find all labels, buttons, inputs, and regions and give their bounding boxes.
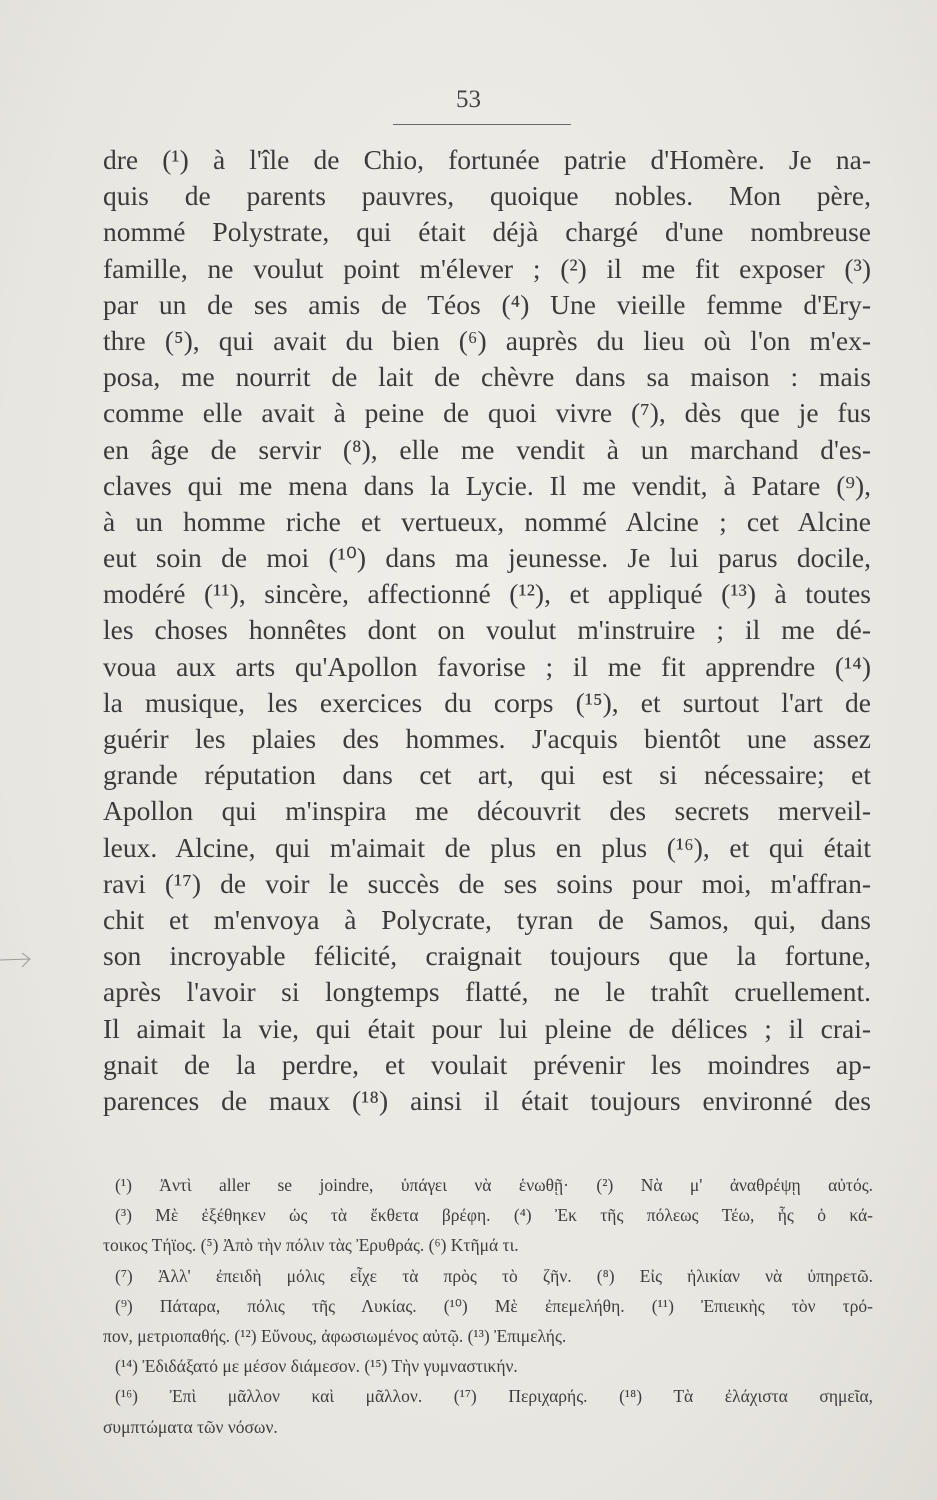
- footnotes: [103, 1170, 873, 1442]
- footnote-line: (¹⁶) Ἐπὶ μᾶλλον καὶ μᾶλλον. (¹⁷) Περιχαρής. (¹⁸) Τὰ ἐλάχιστα σημεῖα,: [115, 1386, 873, 1407]
- body-line: quis de parents pauvres, quoique nobles. Mon père,: [103, 180, 871, 212]
- body-line: chit et m'envoya à Polycrate, tyran de Samos, qui, dans: [103, 903, 871, 935]
- body-line: eut soin de moi (¹⁰) dans ma jeunesse. Je lui parus docile,: [103, 542, 871, 574]
- footnote-line: τοικος Τήϊος. (⁵) Ἀπὸ τὴν πόλιν τὰς Ἐρυθράς. (⁶) Κτῆμά τι.: [103, 1235, 519, 1256]
- body-line: comme elle avait à peine de quoi vivre (⁷), dès que je fus: [103, 397, 871, 429]
- footnote-line: (⁹) Πάταρα, πόλις τῆς Λυκίας. (¹⁰) Μὲ ἐπεμελήθη. (¹¹) Ἐπιεικὴς τὸν τρό-: [115, 1295, 873, 1316]
- body-line: ravi (¹⁷) de voir le succès de ses soins pour moi, m'affran-: [103, 867, 871, 899]
- margin-tick-mark: [0, 945, 38, 975]
- body-line: grande réputation dans cet art, qui est si nécessaire; et: [103, 759, 871, 791]
- body-line: gnait de la perdre, et voulait prévenir les moindres ap-: [103, 1048, 871, 1080]
- body-text: [103, 142, 871, 1119]
- body-line: Apollon qui m'inspira me découvrit des secrets merveil-: [103, 795, 871, 827]
- body-line: son incroyable félicité, craignait toujours que la fortune,: [103, 940, 871, 972]
- body-line: leux. Alcine, qui m'aimait de plus en plus (¹⁶), et qui était: [103, 831, 871, 863]
- footnote-line: (⁷) Ἀλλ' ἐπειδὴ μόλις εἶχε τὰ πρὸς τὸ ζῆν. (⁸) Εἰς ἡλικίαν νὰ ὑπηρετῶ.: [115, 1265, 873, 1286]
- body-line: thre (⁵), qui avait du bien (⁶) auprès du lieu où l'on m'ex-: [103, 324, 871, 356]
- body-line: par un de ses amis de Téos (⁴) Une vieille femme d'Ery-: [103, 288, 871, 320]
- body-line: la musique, les exercices du corps (¹⁵), et surtout l'art de: [103, 686, 871, 718]
- footnote-line: (¹⁴) Ἐδιδάξατό με μέσον διάμεσον. (¹⁵) Τὴν γυμναστικήν.: [115, 1356, 518, 1377]
- body-line: modéré (¹¹), sincère, affectionné (¹²), et appliqué (¹³) à toutes: [103, 578, 871, 610]
- footnote-line: (¹) Ἀντὶ aller se joindre, ὑπάγει νὰ ἑνωθῇ· (²) Νὰ μ' ἀναθρέψῃ αὐτός.: [115, 1175, 873, 1195]
- body-line: nommé Polystrate, qui était déjà chargé d'une nombreuse: [103, 216, 871, 248]
- page-number: 53: [456, 86, 481, 113]
- header-rule: [393, 124, 571, 125]
- body-line: parences de maux (¹⁸) ainsi il était toujours environné des: [103, 1084, 871, 1116]
- body-line: famille, ne voulut point m'élever ; (²) il me fit exposer (³): [103, 252, 871, 284]
- body-line: posa, me nourrit de lait de chèvre dans sa maison : mais: [103, 361, 871, 393]
- body-line: voua aux arts qu'Apollon favorise ; il me fit apprendre (¹⁴): [103, 650, 871, 682]
- footnote-line: πον, μετριοπαθής. (¹²) Εὔνους, ἀφωσιωμένος αὐτῷ. (¹³) Ἐπιμελής.: [103, 1325, 567, 1346]
- footnote-line: συμπτώματα τῶν νόσων.: [103, 1416, 278, 1437]
- body-line: en âge de servir (⁸), elle me vendit à un marchand d'es-: [103, 433, 871, 465]
- body-line: guérir les plaies des hommes. J'acquis bientôt une assez: [103, 723, 871, 754]
- body-line: claves qui me mena dans la Lycie. Il me vendit, à Patare (⁹),: [103, 469, 871, 501]
- body-line: les choses honnêtes dont on voulut m'instruire ; il me dé-: [103, 614, 871, 646]
- body-line: dre (¹) à l'île de Chio, fortunée patrie d'Homère. Je na-: [103, 144, 871, 175]
- body-line: Il aimait la vie, qui était pour lui pleine de délices ; il crai-: [103, 1012, 871, 1044]
- body-line: après l'avoir si longtemps flatté, ne le trahît cruellement.: [103, 976, 871, 1008]
- footnote-line: (³) Μὲ ἐξέθηκεν ὡς τὰ ἔκθετα βρέφη. (⁴) Ἐκ τῆς πόλεως Τέω, ἧς ὁ κά-: [115, 1205, 873, 1226]
- body-line: à un homme riche et vertueux, nommé Alcine ; cet Alcine: [103, 505, 871, 537]
